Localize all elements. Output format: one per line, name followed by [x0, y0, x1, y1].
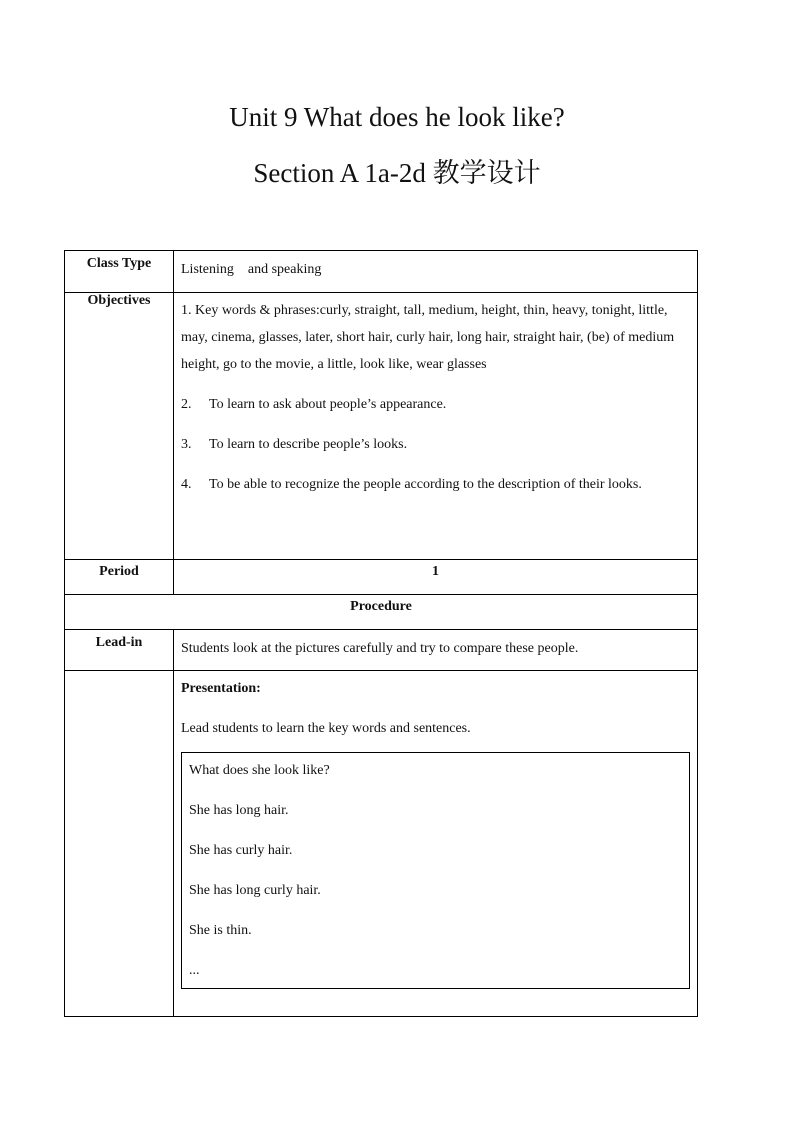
objectives-label: Objectives [65, 293, 174, 560]
procedure-heading: Procedure [65, 595, 698, 630]
row-objectives [65, 293, 698, 560]
sentence-1: What does she look like? [189, 763, 330, 778]
lead-in-text: Students look at the pictures carefully and try to compare these people. [181, 641, 579, 656]
title-line-2: Section A 1a-2d 教学设计 [253, 158, 541, 188]
objective-3-number: 3. [181, 437, 192, 452]
row-procedure [65, 595, 698, 630]
objective-4-number: 4. [181, 477, 192, 492]
period-value: 1 [174, 560, 698, 595]
objective-4-text: To be able to recognize the people according to the description of their looks. [209, 477, 642, 492]
presentation-content [174, 671, 698, 1017]
lesson-plan-table [64, 250, 698, 1017]
objective-2 [181, 391, 690, 418]
sentence-2: She has long hair. [189, 803, 289, 818]
sentence-6: ... [189, 963, 200, 978]
period-label: Period [65, 560, 174, 595]
key-sentences-box [181, 752, 690, 989]
row-lead-in [65, 630, 698, 671]
presentation-label-empty [65, 671, 174, 1017]
lead-in-value [174, 630, 698, 671]
presentation-intro: Lead students to learn the key words and sentences. [181, 721, 471, 736]
title-line-1: Unit 9 What does he look like? [229, 102, 565, 132]
class-type-text: Listening and speaking [181, 262, 322, 277]
sentence-5: She is thin. [189, 923, 252, 938]
class-type-label: Class Type [65, 251, 174, 293]
row-class-type [65, 251, 698, 293]
objective-4 [181, 471, 690, 498]
sentence-3: She has curly hair. [189, 843, 293, 858]
class-type-value [174, 251, 698, 293]
objective-2-number: 2. [181, 397, 192, 412]
objective-1: 1. Key words & phrases:curly, straight, tall, medium, height, thin, heavy, tonight, little, may, cinema, glasses, later, short hair, curly hair, long hair, straight hair, (be) of medium height, go to the movie, a little, look like, wear glasses [181, 303, 675, 372]
sentence-4: She has long curly hair. [189, 883, 321, 898]
row-presentation [65, 671, 698, 1017]
objective-3 [181, 431, 690, 458]
lead-in-label: Lead-in [65, 630, 174, 671]
objectives-content [174, 293, 698, 560]
row-period [65, 560, 698, 595]
objective-2-text: To learn to ask about people’s appearance. [209, 397, 447, 412]
presentation-heading: Presentation: [181, 681, 261, 696]
objective-3-text: To learn to describe people’s looks. [209, 437, 408, 452]
